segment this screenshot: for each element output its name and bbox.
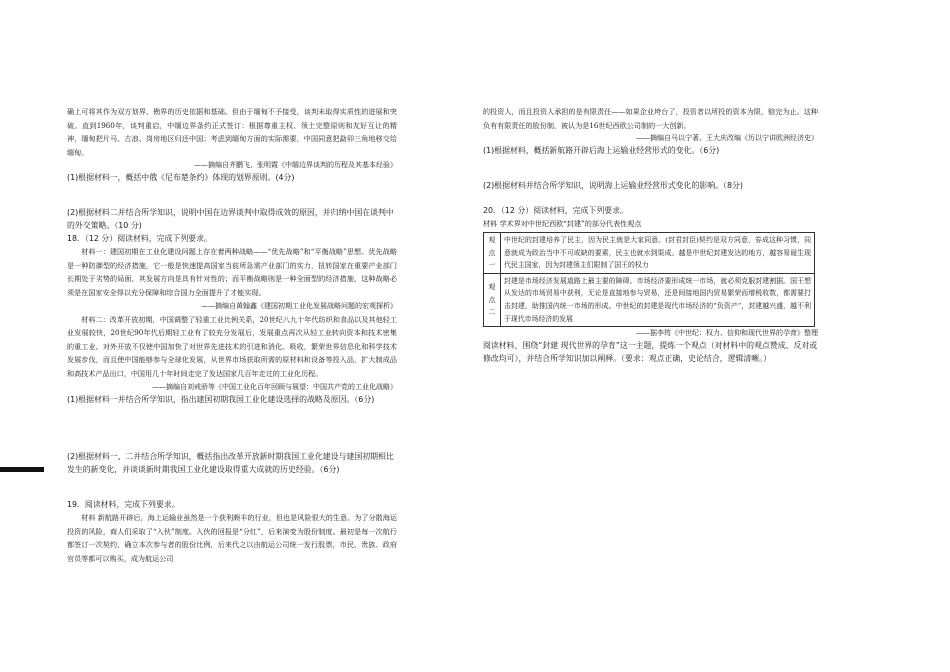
view1-label: 观点一 bbox=[484, 232, 501, 273]
table-row bbox=[484, 232, 815, 273]
q18-source1: ——摘编自黄翰鑫《建国初期工业化发展战略问题的宏观探析》 bbox=[201, 301, 397, 310]
q19-source: ——摘编自马以宁著、王大庆改编《历以宁讲欧洲经济史》 bbox=[636, 134, 818, 143]
q19-material: 材料 新航路开辟后，海上运输业虽然是一个获利颇丰的行业，但也是风险很大的生意。为了分散海运投资的风险，商人们采取了“入伙”制度。入伙的回报是“分红”，后来演变为股份制度。最初是每一次航行都签订一次契约，确立本次参与者的股份比例，后来代之以由航运公司统一发行股票，市民、贵族、政府官员等都可以购买，成为航运公司 bbox=[67, 513, 397, 564]
viewpoints-table bbox=[483, 232, 815, 327]
q19-part2: (2)根据材料并结合所学知识，说明海上运输业经营形式变化的影响。（8分) bbox=[483, 180, 743, 190]
view2-text: 封建是市场经济发展道路上最主要的障碍。市场经济要形成统一市场，就必须克服封建割据。国王想从发达的市场贸易中获利，无论是直接地参与贸易，还是间接地国内贸易繁荣而增税收数，都需要打击封建，助推国内统一市场的形成。中世纪的封建是现代市场经济的“负资产”，封建越兴盛，越不利于现代市场经济的发展 bbox=[501, 273, 815, 326]
q20-heading: 20．（12 分）阅读材料，完成下列要求。 bbox=[483, 206, 628, 216]
view1-text: 中世纪的封建培养了民主，因为民主就是大家同意。(封君封臣)契约是双方同意，券成这种习惯，同意就成为政治当中不可或缺的要素，民主也就水到渠成。越是中世纪封建发达的地方，越容易诞生现代民主国家，因为封建领主们限制了国王的权力 bbox=[501, 232, 815, 273]
view2-label: 观点二 bbox=[484, 273, 501, 326]
binding-margin-mark bbox=[0, 467, 44, 472]
q18-source2: ——摘编自刘戒骄等《中国工业化百年回顾与展望：中国共产党的工业化战略》 bbox=[152, 382, 397, 391]
q17-source: ——摘编自齐鹏飞、张明霞《中缅边界谈判的历程及其基本经验》 bbox=[194, 161, 397, 170]
table-row bbox=[484, 273, 815, 326]
q17-part1: (1)根据材料一，概括中俄《尼布楚条约》体现的划界原则。(4分) bbox=[67, 173, 295, 183]
q18-heading: 18．（12 分）阅读材料，完成下列要求。 bbox=[67, 234, 212, 244]
q17-material-tail: 确上可将其作为双方划界、勘界的历史依据和基础。但由于缅甸不予接受，谈判未取得实质性的进展和突破。直到1960年，谈判重启，中缅边界条约正式签订：根据尊重主权、领土完整原则和友好互让的精神，缅甸把片马、古浪、岗房地区归还中国；考虑到缅甸方面的实际需要，中国同意把勐卯三角地移交给缅甸。 bbox=[67, 107, 397, 157]
left-column bbox=[67, 105, 397, 566]
right-column bbox=[483, 105, 818, 365]
q19-heading: 19．阅读材料，完成下列要求。 bbox=[67, 500, 180, 510]
q20-material-intro: 材料 学术界对中世纪西欧“封建”的部分代表性观点 bbox=[483, 219, 642, 229]
q18-material1: 材料一：建国初期在工业化建设问题上存在着两种战略——“优先战略”和“平衡战略”思想。优先战略是一种防御型的经济措施，它一般是快速提高国家当前所急需产业部门的实力，扭转国家在重要产业部门长期处于劣势的局面，其发展方向是具有针对性的；而平衡战略则是一种全面型的经济措施，这种战略必须是在国家安全得以充分保障和综合国力全面提升了才能实现。 bbox=[67, 247, 397, 297]
q20-task: 阅读材料，围绕“封建 现代世界的孕育”这一主题，提炼一个观点（对材料中的观点赞成、反对或修改均可），并结合所学知识加以阐释。（要求：观点正确，史论结合，逻辑清晰。） bbox=[483, 341, 818, 363]
q20-source: ——据李筠《中世纪：权力、信仰和现代世界的孕育》整理 bbox=[636, 329, 818, 338]
q18-material2: 材料二：改革开放初期，中国调整了轻重工业比例关系，20世纪八九十年代纺织和食品以及其他轻工业发展较快，20世纪90年代后期轻工业有了较充分发展后，发展重点再次从轻工业转向资本和技术密集的重工业。对外开放不仅使中国加快了对世界先进技术的引进和消化、吸收，繁荣世界信息化和科学技术发展步伐，而且使中国能够参与全球化发展，从世界市场获取所需的原材料和设备等投入品，扩大制成品和高技术产品出口，中国用几十年时间走完了发达国家几百年走过的工业化历程。 bbox=[67, 314, 397, 378]
q19-part1: (1)根据材料，概括新航路开辟后海上运输业经营形式的变化。（6分) bbox=[483, 146, 720, 156]
q19-material-continued: 的投资人，而且投资人承担的是有限责任——如果企业垮台了，投资者以所投的资本为限，赔完为止。这种负有有限责任的股份制，被认为是16世纪西欧公司制的一大创新。 bbox=[483, 107, 818, 130]
q17-part2: (2)根据材料二并结合所学知识，说明中国在边界谈判中取得成效的原因，并归纳中国在谈判中的外交策略。（10 分) bbox=[67, 207, 394, 230]
q18-part2: (2)根据材料一、二并结合所学知识，概括指出改革开放新时期我国工业化建设与建国初期相比发生的新变化，并谈谈新时期我国工业化建设取得重大成就的历史经验。（6分) bbox=[67, 452, 394, 474]
q18-part1: (1)根据材料一并结合所学知识，指出建国初期我国工业化建设选择的战略及原因。（6分) bbox=[67, 394, 375, 404]
